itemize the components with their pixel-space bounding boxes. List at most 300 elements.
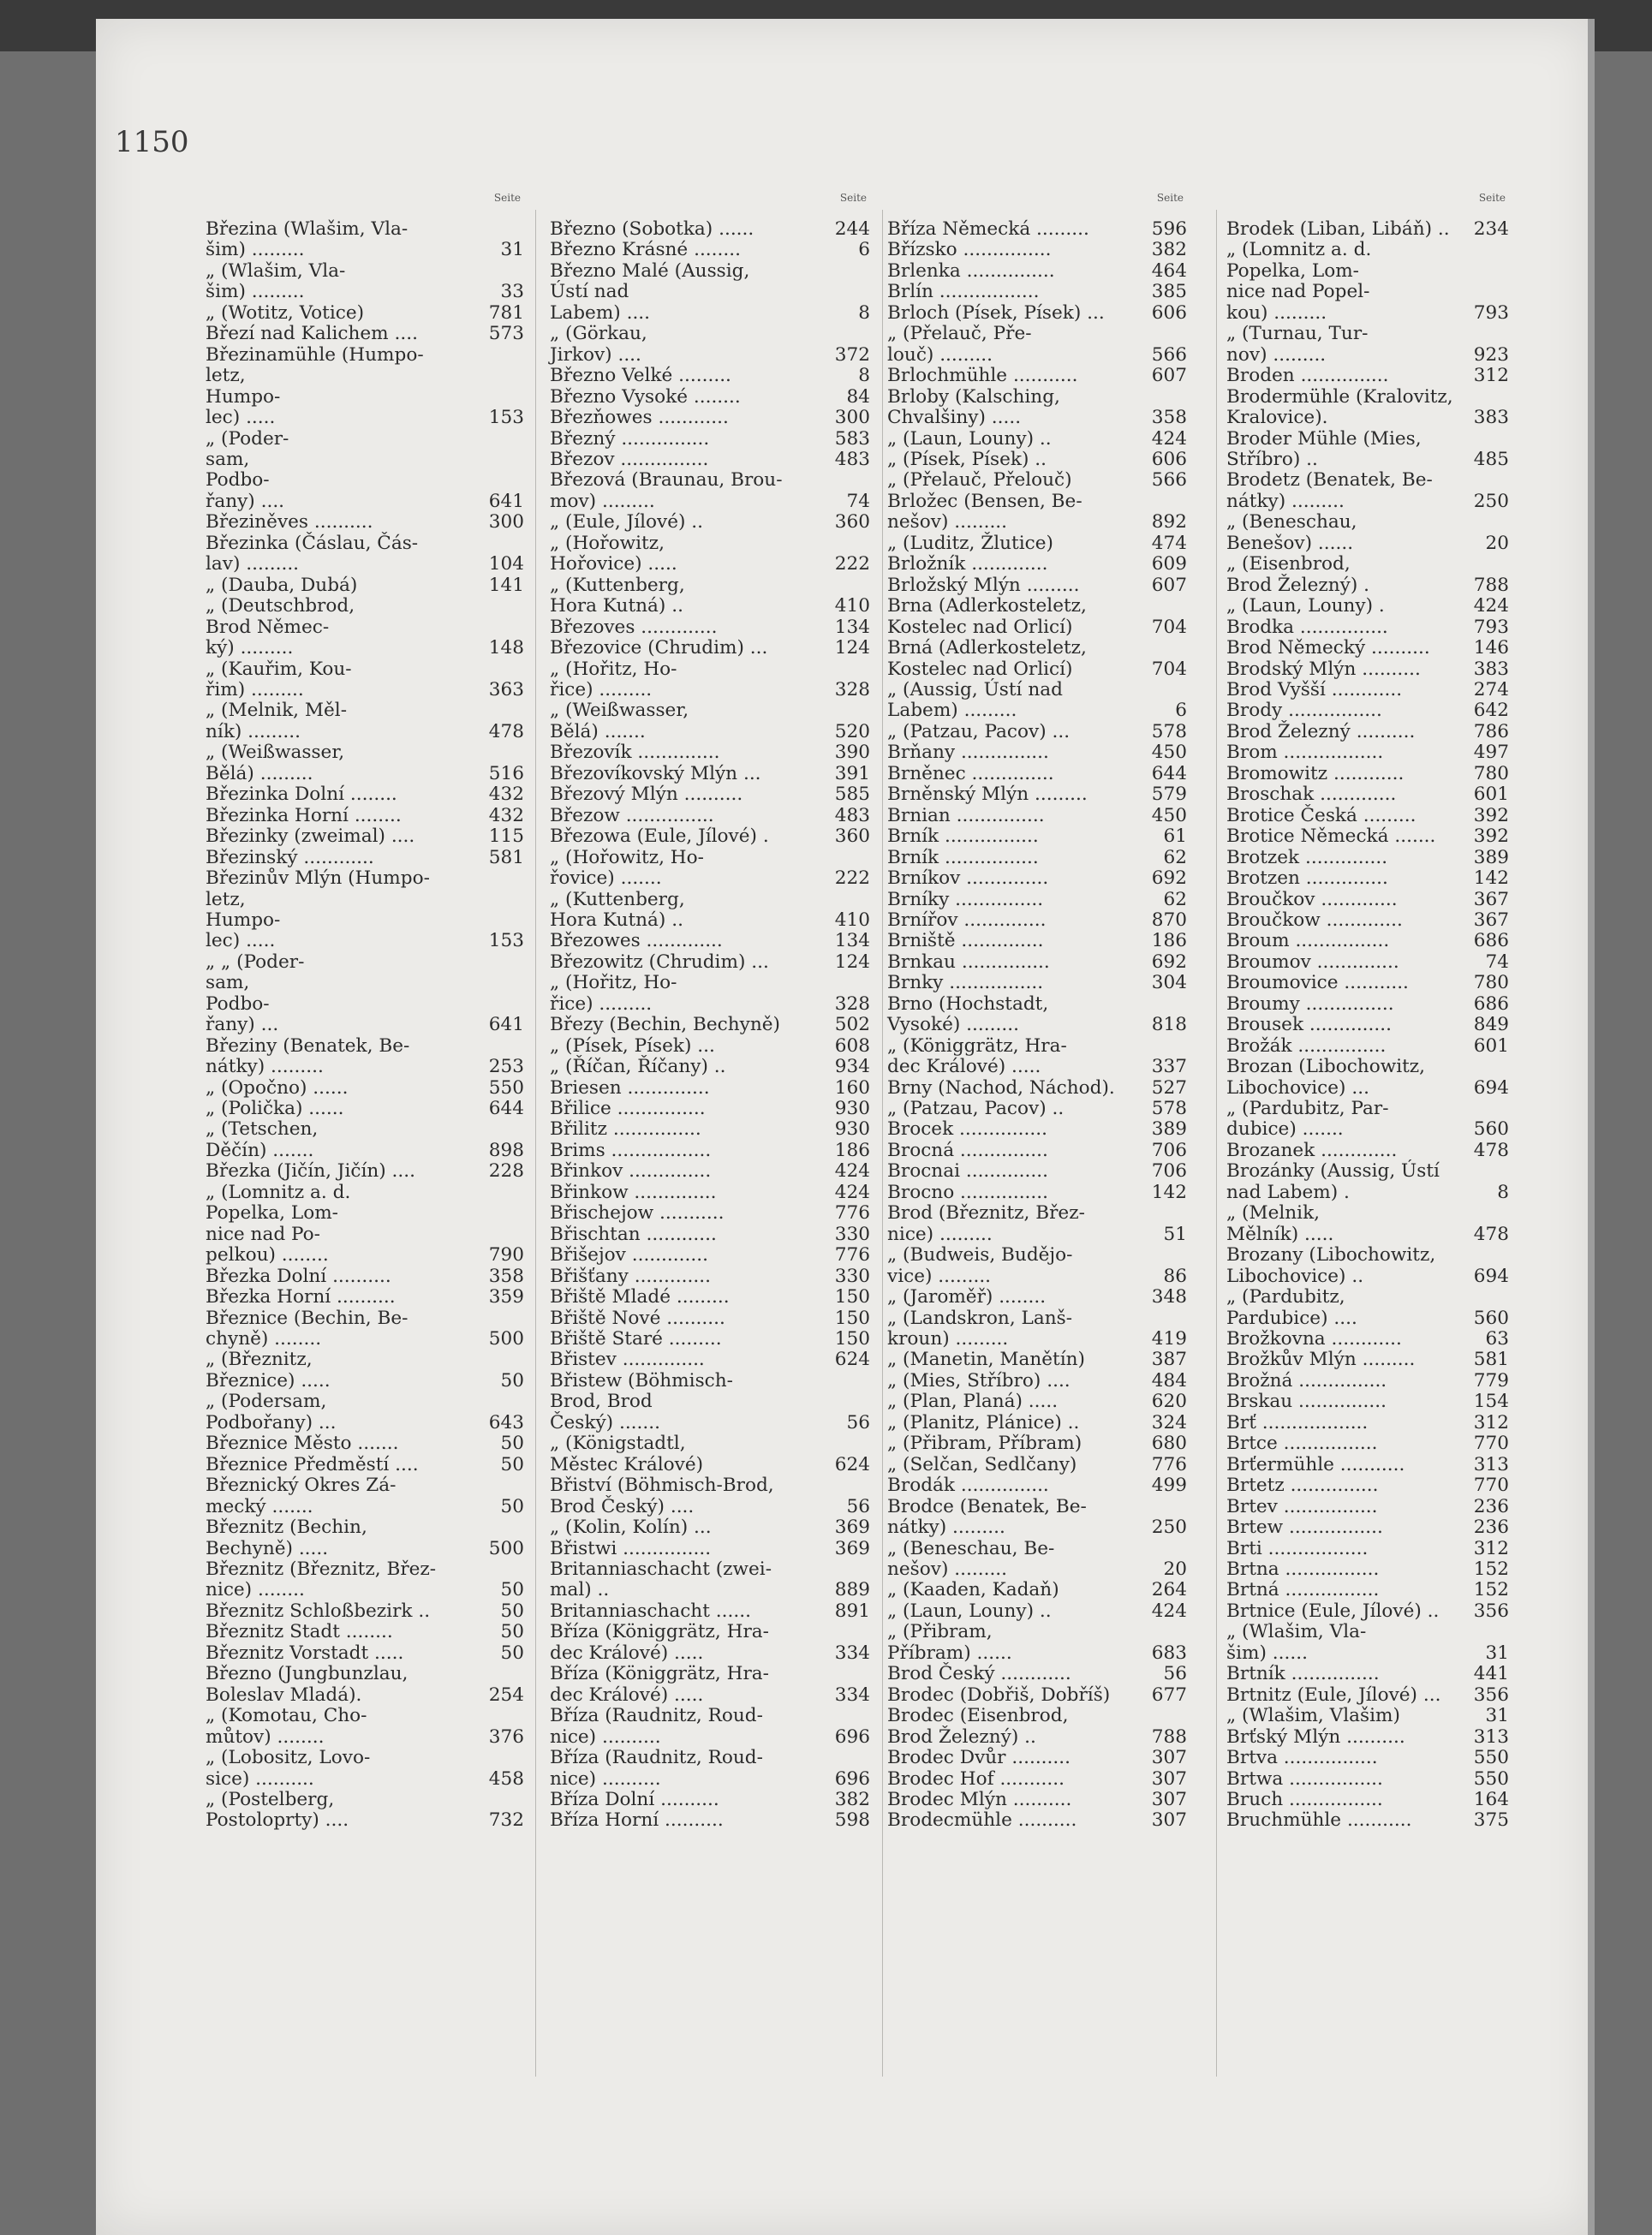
entry-name: „ (Kauřim, Kou- řim) ......... (206, 658, 352, 700)
entry-name: „ (Wlašim, Vla- šim) ...... (1226, 1621, 1367, 1664)
entry-name: Březnice (Bechin, Be- chyně) ........ (206, 1307, 409, 1350)
entry-name: Brožkovna ............ (1226, 1328, 1402, 1350)
entry-name: Břiště Mladé ......... (550, 1286, 730, 1308)
index-entry (887, 784, 1187, 805)
entry-page: 369 (834, 1517, 870, 1539)
index-entry (887, 1413, 1187, 1433)
entry-name: Broder Mühle (Mies, Stříbro) .. (1226, 427, 1422, 470)
entry-name: „ (Říčan, Říčany) .. (550, 1056, 726, 1078)
entry-name: Brocek ............... (887, 1118, 1047, 1141)
index-column-4 (1226, 190, 1509, 1832)
index-entry (550, 1433, 870, 1475)
column-header: Seite (1478, 192, 1506, 204)
entry-name: Bruchmühle ........... (1226, 1809, 1412, 1832)
index-entry (206, 575, 524, 596)
index-entry (887, 1308, 1187, 1350)
index-entry (206, 1266, 524, 1287)
entry-page: 686 (1473, 930, 1509, 952)
index-entry (206, 1475, 524, 1517)
entry-name: „ (Aussig, Ústí nad Labem) ......... (887, 678, 1063, 722)
entry-page: 694 (1473, 1076, 1509, 1099)
index-entry (1226, 722, 1509, 742)
entry-page: 686 (1473, 992, 1509, 1015)
index-entry (1226, 1622, 1509, 1664)
entry-page: 358 (1151, 407, 1187, 429)
index-entry (1226, 1015, 1509, 1035)
entry-page: 596 (1151, 218, 1187, 240)
entry-page: 776 (834, 1244, 870, 1266)
entry-page: 607 (1151, 574, 1187, 596)
entry-page: 382 (1151, 239, 1187, 261)
entry-page: 732 (488, 1809, 524, 1832)
entry-name: Brtev ................ (1226, 1495, 1378, 1517)
entry-name: „ (Laun, Louny) . (1226, 595, 1385, 617)
entry-name: Brod Český ............ (887, 1663, 1071, 1685)
entry-name: Brodetz (Benatek, Be- nátky) ......... (1226, 469, 1433, 512)
entry-page: 474 (1151, 532, 1187, 554)
index-entry (550, 1350, 870, 1370)
index-entry (887, 240, 1187, 260)
entry-page: 51 (1163, 1223, 1187, 1245)
entry-name: Březnice Předměstí .... (206, 1453, 419, 1475)
entry-name: Březno Vysoké ........ (550, 385, 741, 408)
index-entry (1226, 952, 1509, 973)
index-entry (1226, 1287, 1509, 1329)
entry-page: 150 (834, 1307, 870, 1329)
index-entry (550, 450, 870, 470)
entry-page: 50 (500, 1642, 524, 1664)
entry-page: 307 (1151, 1788, 1187, 1810)
entry-page: 8 (858, 365, 870, 387)
entry-name: „ (Wlašim, Vlašim) (1226, 1705, 1400, 1727)
index-entry (550, 1119, 870, 1140)
entry-name: „ (Eisenbrod, Brod Železný) . (1226, 553, 1369, 596)
index-entry (887, 219, 1187, 240)
entry-page: 606 (1151, 301, 1187, 324)
entry-name: „ (Kolin, Kolín) ... (550, 1517, 712, 1539)
entry-name: Brník ................ (887, 846, 1039, 868)
index-entry (550, 848, 870, 890)
entry-page: 704 (1151, 658, 1187, 680)
entry-page: 31 (1485, 1705, 1509, 1727)
entry-page: 870 (1151, 909, 1187, 931)
entry-page: 527 (1151, 1076, 1187, 1099)
index-entry (1226, 826, 1509, 847)
entry-name: Brodec (Eisenbrod, Brod Železný) .. (887, 1705, 1069, 1748)
entry-page: 432 (488, 784, 524, 806)
entry-page: 150 (834, 1286, 870, 1308)
index-entry (206, 1433, 524, 1454)
entry-name: Březowitz (Chrudim) ... (550, 951, 769, 973)
index-entry (550, 1057, 870, 1077)
entry-page: 372 (834, 343, 870, 366)
index-column-1 (206, 190, 524, 1832)
entry-page: 566 (1151, 343, 1187, 366)
index-entry (550, 261, 870, 324)
entry-page: 86 (1163, 1265, 1187, 1287)
entry-name: Březka (Jičín, Jičín) .... (206, 1160, 416, 1183)
entry-page: 520 (834, 720, 870, 742)
entry-name: „ (Dauba, Dubá) (206, 574, 358, 596)
entry-page: 376 (488, 1725, 524, 1748)
entry-name: Brtná ................ (1226, 1579, 1380, 1601)
entry-name: „ (Eule, Jílové) .. (550, 511, 704, 533)
entry-name: „ (Lobositz, Lovo- sice) .......... (206, 1747, 371, 1790)
entry-name: Brložník ............. (887, 553, 1048, 575)
index-entry (1226, 700, 1509, 721)
entry-name: „ (Budweis, Budějo- vice) ......... (887, 1244, 1073, 1287)
entry-name: Březnitz Schloßbezirk .. (206, 1600, 431, 1622)
entry-page: 74 (846, 490, 870, 512)
entry-name: Brod (Březnitz, Břez- nice) ......... (887, 1202, 1085, 1245)
index-entry (1226, 1245, 1509, 1287)
index-entry (550, 931, 870, 951)
entry-name: Brodec Mlýn .......... (887, 1788, 1072, 1810)
index-entry (1226, 470, 1509, 512)
entry-page: 367 (1473, 909, 1509, 931)
entry-name: „ (Polička) ...... (206, 1098, 344, 1120)
entry-name: Broučkow ............. (1226, 909, 1403, 931)
entry-name: Březinský ............ (206, 846, 374, 868)
index-entry (887, 1245, 1187, 1287)
entry-name: Broden ............... (1226, 365, 1389, 387)
index-entry (1226, 1099, 1509, 1141)
entry-page: 424 (834, 1160, 870, 1183)
entry-page: 356 (1473, 1600, 1509, 1622)
entry-name: „ (Patzau, Pacov) .. (887, 1098, 1065, 1120)
index-entry (887, 1706, 1187, 1748)
index-entry (1226, 1748, 1509, 1768)
index-entry (1226, 387, 1509, 429)
entry-name: Brousek .............. (1226, 1014, 1393, 1036)
entry-page: 566 (1151, 469, 1187, 492)
entry-page: 254 (488, 1684, 524, 1706)
entry-name: Brozan (Libochowitz, Libochovice) ... (1226, 1056, 1426, 1099)
entry-page: 696 (834, 1725, 870, 1748)
index-entry (550, 1161, 870, 1182)
index-entry (550, 1287, 870, 1308)
entry-name: „ (Melnik, Mělník) ..... (1226, 1202, 1334, 1245)
entry-page: 424 (834, 1181, 870, 1203)
index-entry (887, 1810, 1187, 1831)
column-divider (882, 210, 883, 2077)
entry-page: 84 (846, 385, 870, 408)
index-entry (887, 1287, 1187, 1308)
entry-name: Brozanek ............. (1226, 1139, 1398, 1161)
entry-page: 609 (1151, 553, 1187, 575)
index-entry (887, 554, 1187, 575)
index-entry (1226, 1350, 1509, 1370)
entry-page: 304 (1151, 972, 1187, 994)
entry-page: 484 (1151, 1369, 1187, 1392)
entry-page: 356 (1473, 1684, 1509, 1706)
index-entry (1226, 1203, 1509, 1245)
entry-page: 550 (488, 1076, 524, 1099)
entry-page: 74 (1485, 951, 1509, 973)
index-entry (1226, 1769, 1509, 1790)
entry-name: „ (Komotau, Cho- můtov) ........ (206, 1705, 367, 1748)
entry-page: 148 (488, 637, 524, 659)
index-entry (1226, 1517, 1509, 1538)
entry-name: Březy (Bechin, Bechyně) (550, 1014, 780, 1036)
entry-page: 164 (1473, 1788, 1509, 1810)
entry-page: 550 (1473, 1747, 1509, 1769)
entry-page: 367 (1473, 888, 1509, 910)
index-entry (1226, 219, 1509, 240)
index-entry (1226, 973, 1509, 993)
entry-name: „ (Königstadtl, Městec Králové) (550, 1433, 704, 1475)
index-entry (1226, 1685, 1509, 1706)
index-entry (887, 1141, 1187, 1161)
index-entry (887, 910, 1187, 931)
entry-name: „ (Mies, Stříbro) .... (887, 1369, 1071, 1392)
entry-name: Brněnec .............. (887, 762, 1054, 784)
entry-name: Brniště .............. (887, 930, 1044, 952)
entry-name: Březina (Wlašim, Vla- šim) ......... (206, 218, 409, 261)
entry-name: „ (Písek, Písek) ... (550, 1034, 715, 1057)
index-entry (206, 1350, 524, 1392)
entry-page: 330 (834, 1265, 870, 1287)
index-entry (550, 638, 870, 659)
index-entry (1226, 554, 1509, 596)
entry-page: 20 (1485, 532, 1509, 554)
entry-name: Březová (Braunau, Brou- mov) ......... (550, 469, 783, 512)
entry-name: Brožná ............... (1226, 1369, 1387, 1392)
entry-page: 793 (1473, 616, 1509, 638)
index-entry (887, 492, 1187, 533)
entry-name: Brnířov .............. (887, 909, 1047, 931)
entry-page: 389 (1473, 846, 1509, 868)
index-entry (887, 324, 1187, 366)
index-entry (887, 826, 1187, 847)
index-entry (887, 261, 1187, 282)
index-entry (206, 219, 524, 261)
entry-page: 478 (1473, 1139, 1509, 1161)
entry-page: 898 (488, 1139, 524, 1161)
entry-page: 432 (488, 804, 524, 826)
entry-name: Brodka ............... (1226, 616, 1388, 638)
entry-page: 234 (1473, 218, 1509, 240)
entry-name: Broumov .............. (1226, 951, 1399, 973)
index-entry (550, 1517, 870, 1538)
entry-page: 141 (488, 574, 524, 596)
entry-name: Březoves ............. (550, 616, 718, 638)
index-entry (550, 1475, 870, 1517)
entry-name: Brťský Mlýn .......... (1226, 1725, 1405, 1748)
entry-name: Březno (Jungbunzlau, Boleslav Mladá). (206, 1663, 409, 1706)
entry-name: Břistew (Böhmisch- Brod, Brod Český) ....... (550, 1369, 733, 1433)
entry-name: Brtnitz (Eule, Jílové) ... (1226, 1684, 1441, 1706)
entry-page: 585 (834, 784, 870, 806)
entry-page: 643 (488, 1411, 524, 1433)
entry-name: „ (Hořitz, Ho- řice) ......... (550, 972, 677, 1015)
entry-page: 8 (1497, 1181, 1509, 1203)
entry-page: 644 (1151, 762, 1187, 784)
entry-name: Březnitz Stadt ........ (206, 1621, 393, 1643)
entry-name: Brlochmühle ........... (887, 365, 1078, 387)
index-entry (887, 1685, 1187, 1706)
entry-name: Brozánky (Aussig, Ústí nad Labem) . (1226, 1160, 1440, 1203)
entry-page: 20 (1163, 1559, 1187, 1580)
index-entry (1226, 764, 1509, 784)
entry-name: „ (Weißwasser, Bělá) ......... (206, 742, 345, 784)
entry-page: 300 (834, 407, 870, 429)
entry-name: „ (Přibram, Příbram) ...... (887, 1621, 1012, 1664)
entry-name: Brod Německý .......... (1226, 637, 1430, 659)
index-entry (550, 1559, 870, 1601)
entry-page: 383 (1473, 658, 1509, 680)
index-entry (1226, 659, 1509, 680)
entry-name: Brodec Hof ........... (887, 1767, 1065, 1790)
entry-name: Březnice Město ....... (206, 1433, 399, 1455)
index-entry (887, 470, 1187, 491)
index-entry (206, 1622, 524, 1642)
entry-name: Březinův Mlýn (Humpo- letz, Humpo- lec) ..... (206, 867, 430, 952)
entry-name: Brněnský Mlýn ......... (887, 784, 1088, 806)
entry-name: Břiství (Böhmisch-Brod, Brod Český) .... (550, 1475, 774, 1517)
entry-name: „ (Poder- sam, Podbo- řany) .... (206, 427, 289, 512)
entry-name: Břistwi ............... (550, 1537, 712, 1559)
entry-page: 334 (834, 1642, 870, 1664)
entry-name: Březno (Sobotka) ...... (550, 218, 754, 240)
index-entry (887, 366, 1187, 386)
entry-name: Brno (Hochstadt, Vysoké) ......... (887, 992, 1049, 1036)
entry-name: Broučkov ............. (1226, 888, 1398, 910)
entry-name: Brod Vyšší ............ (1226, 678, 1403, 700)
index-entry (206, 345, 524, 429)
entry-page: 683 (1151, 1642, 1187, 1664)
entry-page: 677 (1151, 1684, 1187, 1706)
index-entry (887, 1790, 1187, 1810)
column-header: Seite (493, 192, 521, 204)
index-entry (550, 1141, 870, 1161)
index-entry (550, 764, 870, 784)
index-entry (206, 848, 524, 868)
index-entry (1226, 596, 1509, 617)
entry-page: 502 (834, 1014, 870, 1036)
index-entry (887, 1350, 1187, 1370)
entry-name: Brodce (Benatek, Be- nátky) ......... (887, 1495, 1087, 1539)
entry-page: 134 (834, 930, 870, 952)
entry-name: „ (Melnik, Měl- ník) ......... (206, 700, 347, 742)
entry-name: Bruch ................ (1226, 1788, 1383, 1810)
index-entry (887, 848, 1187, 868)
entry-page: 391 (834, 762, 870, 784)
entry-name: Brti ................. (1226, 1537, 1369, 1559)
entry-page: 50 (500, 1369, 524, 1392)
entry-page: 244 (834, 218, 870, 240)
entry-name: Brocná ............... (887, 1139, 1048, 1161)
index-entry (887, 764, 1187, 784)
entry-page: 62 (1163, 846, 1187, 868)
index-entry (887, 575, 1187, 596)
entry-name: Brims ................. (550, 1139, 712, 1161)
index-entry (887, 303, 1187, 324)
entry-page: 516 (488, 762, 524, 784)
entry-page: 392 (1473, 825, 1509, 848)
entry-page: 579 (1151, 784, 1187, 806)
entry-name: Březinka Horní ........ (206, 804, 402, 826)
entry-name: Břischtan ............ (550, 1223, 717, 1245)
entry-name: Britanniaschacht (zwei- mal) .. (550, 1559, 772, 1601)
page-edge (1588, 19, 1595, 2235)
index-entry (887, 1183, 1187, 1203)
entry-page: 56 (846, 1411, 870, 1433)
entry-name: „ (Březnitz, Březnice) ..... (206, 1349, 331, 1392)
index-entry (550, 1664, 870, 1706)
entry-page: 464 (1151, 259, 1187, 282)
entry-page: 450 (1151, 742, 1187, 764)
entry-page: 382 (834, 1788, 870, 1810)
entry-name: Březno Velké ......... (550, 365, 731, 387)
entry-page: 363 (488, 678, 524, 700)
entry-page: 104 (488, 553, 524, 575)
entry-page: 236 (1473, 1517, 1509, 1539)
entry-page: 781 (488, 301, 524, 324)
entry-name: Březowa (Eule, Jílové) . (550, 825, 769, 848)
entry-page: 550 (1473, 1767, 1509, 1790)
entry-name: Brom ................. (1226, 742, 1384, 764)
entry-page: 360 (834, 511, 870, 533)
index-entry (887, 638, 1187, 680)
entry-name: „ (Postelberg, Postoloprty) .... (206, 1788, 349, 1832)
entry-name: Brozany (Libochowitz, Libochovice) .. (1226, 1244, 1436, 1287)
index-entry (550, 1601, 870, 1622)
entry-page: 222 (834, 867, 870, 890)
entry-page: 934 (834, 1056, 870, 1078)
index-entry (887, 1371, 1187, 1392)
index-entry (550, 1748, 870, 1790)
entry-page: 115 (488, 825, 524, 848)
entry-page: 50 (500, 1600, 524, 1622)
entry-page: 696 (834, 1767, 870, 1790)
entry-name: Bříza (Raudnitz, Roud- nice) .......... (550, 1747, 763, 1790)
entry-page: 330 (834, 1223, 870, 1245)
entry-page: 641 (488, 1014, 524, 1036)
index-entry (1226, 1706, 1509, 1726)
entry-page: 410 (834, 909, 870, 931)
entry-name: Brody ................ (1226, 700, 1382, 722)
entry-page: 497 (1473, 742, 1509, 764)
index-entry (550, 1203, 870, 1224)
entry-name: Brnkau ............... (887, 951, 1050, 973)
entry-page: 153 (488, 930, 524, 952)
entry-page: 788 (1473, 574, 1509, 596)
index-entry (1226, 868, 1509, 889)
entry-page: 770 (1473, 1433, 1509, 1455)
index-entry (1226, 1392, 1509, 1412)
index-entry (550, 1790, 870, 1810)
entry-page: 641 (488, 490, 524, 512)
index-entry (550, 1036, 870, 1057)
entry-name: Briesen .............. (550, 1076, 710, 1099)
entry-name: „ (Beneschau, Be- nešov) ......... (887, 1537, 1055, 1580)
entry-name: Březinamühle (Humpo- letz, Humpo- lec) ..... (206, 343, 424, 429)
entry-page: 50 (500, 1621, 524, 1643)
index-entry (1226, 1810, 1509, 1831)
entry-page: 500 (488, 1328, 524, 1350)
index-entry (206, 1287, 524, 1308)
entry-name: Brníky ............... (887, 888, 1044, 910)
index-entry (206, 512, 524, 533)
entry-page: 889 (834, 1579, 870, 1601)
entry-name: Brodek (Liban, Libáň) .. (1226, 218, 1450, 240)
entry-name: Brodec (Dobřiš, Dobříš) (887, 1684, 1111, 1706)
index-entry (887, 1161, 1187, 1182)
entry-name: „ (Beneschau, Benešov) ...... (1226, 511, 1357, 554)
entry-name: „ (Selčan, Sedlčany) (887, 1453, 1077, 1475)
index-entry (1226, 784, 1509, 805)
